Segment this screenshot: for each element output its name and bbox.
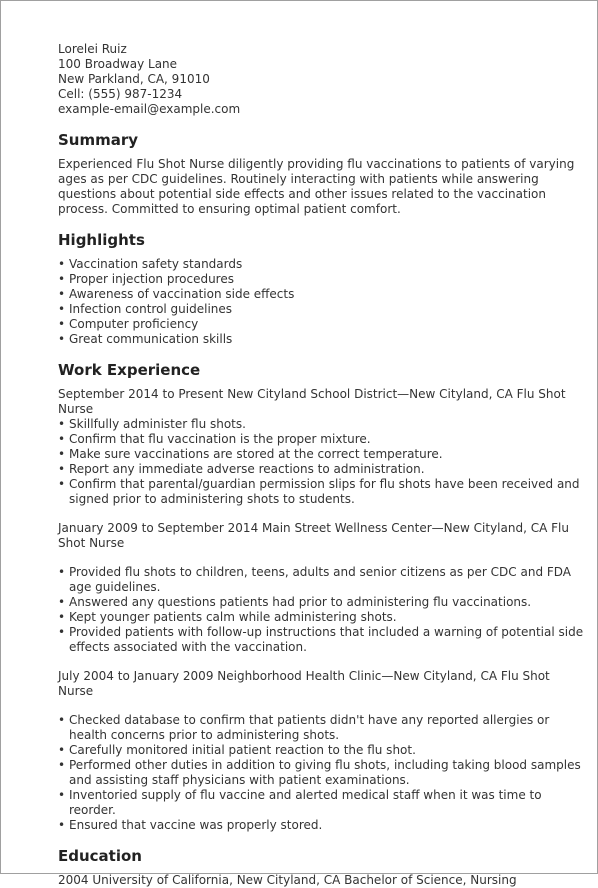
job-header: July 2004 to January 2009 Neighborhood Health Clinic—New Cityland, CA Flu Shot Nurse <box>58 669 550 698</box>
job-duty: • Skillfully administer flu shots. <box>58 417 588 432</box>
experience-heading: Work Experience <box>58 361 201 379</box>
job-duty: • Provided flu shots to children, teens, adults and senior citizens as per CDC and FDA age guidelines. <box>58 565 588 595</box>
highlight-item: • Great communication skills <box>58 332 588 347</box>
summary-heading: Summary <box>58 131 139 149</box>
contact-city: New Parkland, CA, 91010 <box>58 72 210 86</box>
job-header: September 2014 to Present New Cityland School District—New Cityland, CA Flu Shot Nurse <box>58 387 566 416</box>
job-duty: • Checked database to confirm that patients didn't have any reported allergies or health concerns prior to administering shots. <box>58 713 588 743</box>
job-duty: • Performed other duties in addition to giving flu shots, including taking blood samples and assisting staff physicians with patient examinations. <box>58 758 588 788</box>
job-entry <box>58 521 588 655</box>
highlights-list <box>58 257 588 347</box>
education-text: 2004 University of California, New Cityland, CA Bachelor of Science, Nursing <box>58 873 517 887</box>
education-section <box>58 847 588 888</box>
job-duties-list <box>58 713 588 833</box>
highlight-item: • Computer proficiency <box>58 317 588 332</box>
job-duty: • Provided patients with follow-up instructions that included a warning of potential side effects associated with the vaccination. <box>58 625 588 655</box>
highlight-item: • Infection control guidelines <box>58 302 588 317</box>
highlight-item: • Awareness of vaccination side effects <box>58 287 588 302</box>
highlights-section <box>58 231 588 347</box>
resume-content <box>58 42 588 888</box>
spacer <box>58 507 588 521</box>
highlights-heading: Highlights <box>58 231 145 249</box>
summary-text: Experienced Flu Shot Nurse diligently providing flu vaccinations to patients of varying ages as per CDC guidelines. Routinely interacting with patients while answering questions about potential side effects and other issues related to the vaccination process. Committed to ensuring optimal patient comfort. <box>58 157 575 216</box>
summary-section <box>58 131 588 217</box>
experience-section <box>58 361 588 833</box>
job-duty: • Carefully monitored initial patient reaction to the flu shot. <box>58 743 588 758</box>
job-header: January 2009 to September 2014 Main Street Wellness Center—New Cityland, CA Flu Shot Nurse <box>58 521 569 550</box>
job-duties-list <box>58 565 588 655</box>
job-duty: • Answered any questions patients had prior to administering flu vaccinations. <box>58 595 588 610</box>
job-duty: • Report any immediate adverse reactions to administration. <box>58 462 588 477</box>
contact-name: Lorelei Ruiz <box>58 42 127 56</box>
education-heading: Education <box>58 847 142 865</box>
contact-cell: Cell: (555) 987-1234 <box>58 87 183 101</box>
highlight-item: • Vaccination safety standards <box>58 257 588 272</box>
job-duty: • Kept younger patients calm while administering shots. <box>58 610 588 625</box>
contact-email: example-email@example.com <box>58 102 241 116</box>
spacer <box>58 551 588 565</box>
job-duty: • Inventoried supply of flu vaccine and alerted medical staff when it was time to reorder. <box>58 788 588 818</box>
job-entry <box>58 669 588 833</box>
job-duty: • Ensured that vaccine was properly stored. <box>58 818 588 833</box>
contact-street: 100 Broadway Lane <box>58 57 178 71</box>
job-entry <box>58 387 588 507</box>
job-duty: • Confirm that parental/guardian permission slips for flu shots have been received and signed prior to administering shots to students. <box>58 477 588 507</box>
highlight-item: • Proper injection procedures <box>58 272 588 287</box>
job-duties-list <box>58 417 588 507</box>
spacer <box>58 655 588 669</box>
job-duty: • Make sure vaccinations are stored at the correct temperature. <box>58 447 588 462</box>
job-duty: • Confirm that flu vaccination is the proper mixture. <box>58 432 588 447</box>
spacer <box>58 699 588 713</box>
contact-block <box>58 42 588 117</box>
